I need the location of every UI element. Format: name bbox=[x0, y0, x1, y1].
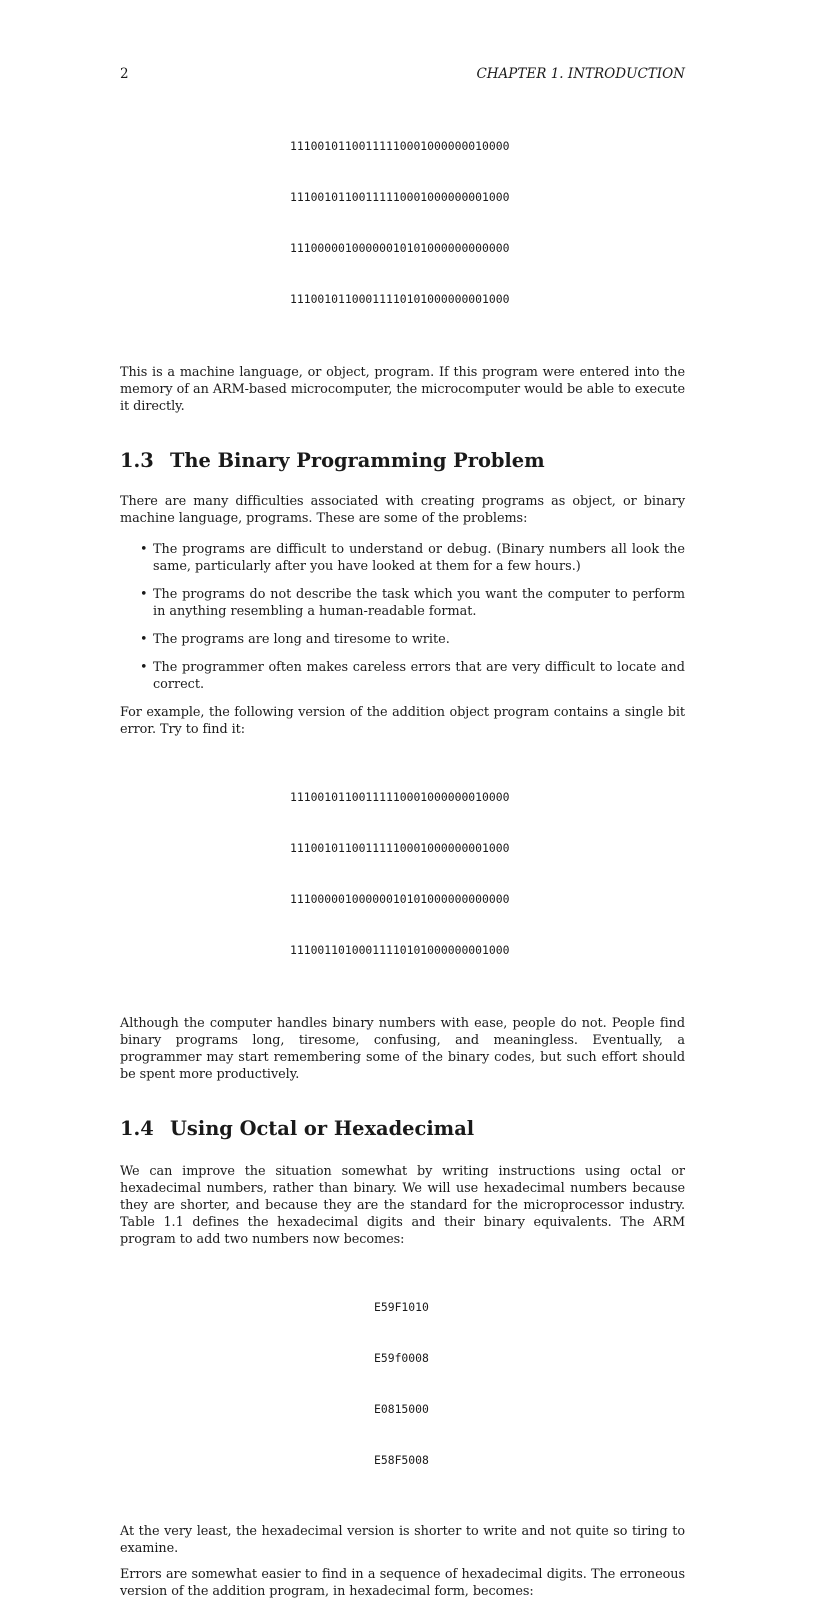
bullet-icon: • bbox=[140, 660, 148, 675]
list-item-text: The programs are long and tiresome to write. bbox=[153, 632, 450, 647]
code-line: 11100101100011110101000000001000 bbox=[290, 292, 510, 306]
code-line: E0815000 bbox=[374, 1402, 429, 1416]
paragraph-difficulties: There are many difficulties associated with creating programs as object, or binary machine language, programs. These are some of the problems: bbox=[120, 494, 685, 526]
list-item bbox=[120, 631, 685, 648]
list-item bbox=[120, 586, 685, 620]
running-header bbox=[120, 64, 685, 84]
section-number: 1.3 bbox=[120, 449, 154, 472]
code-line: 11100101100111110001000000010000 bbox=[290, 790, 510, 804]
code-line: 11100101100111110001000000010000 bbox=[290, 139, 510, 153]
erroneous-binary-listing bbox=[290, 755, 685, 993]
paragraph-errors: Errors are somewhat easier to find in a sequence of hexadecimal digits. The erroneous version of the addition program, in hexadecimal form, becomes: bbox=[120, 1567, 685, 1599]
bullet-icon: • bbox=[140, 632, 148, 647]
hex-program-listing bbox=[374, 1265, 685, 1503]
chapter-title: CHAPTER 1. INTRODUCTION bbox=[476, 66, 685, 82]
code-line: 11100110100011110101000000001000 bbox=[290, 943, 510, 957]
section-heading-1-4 bbox=[120, 1117, 685, 1141]
bullet-icon: • bbox=[140, 587, 148, 602]
paragraph-although: Although the computer handles binary numbers with ease, people do not. People find binary programs long, tiresome, confusing, and meaningless. Eventually, a programmer may start remembering some of the binary codes, but such effort should be spent more productively. bbox=[120, 1016, 685, 1082]
list-item-text: The programmer often makes careless errors that are very difficult to locate and correct. bbox=[153, 660, 685, 692]
paragraph-example: For example, the following version of the addition object program contains a single bit error. Try to find it: bbox=[120, 705, 685, 737]
code-line: 11100101100111110001000000001000 bbox=[290, 841, 510, 855]
paragraph-least: At the very least, the hexadecimal version is shorter to write and not quite so tiring to examine. bbox=[120, 1524, 685, 1556]
binary-program-listing bbox=[290, 104, 685, 342]
page-number: 2 bbox=[120, 66, 129, 82]
code-line: E58F5008 bbox=[374, 1453, 429, 1467]
code-line: 11100000100000010101000000000000 bbox=[290, 241, 510, 255]
list-item-text: The programs do not describe the task which you want the computer to perform in anything resembling a human-readable format. bbox=[153, 587, 685, 619]
code-line: 11100101100111110001000000001000 bbox=[290, 190, 510, 204]
code-line: E59F1010 bbox=[374, 1300, 429, 1314]
list-item bbox=[120, 541, 685, 575]
list-item bbox=[120, 659, 685, 693]
section-heading-1-3 bbox=[120, 449, 685, 473]
paragraph-machine-language: This is a machine language, or object, program. If this program were entered into the memory of an ARM-based microcomputer, the microcomputer would be able to execute it directly. bbox=[120, 365, 685, 414]
code-line: E59f0008 bbox=[374, 1351, 429, 1365]
section-number: 1.4 bbox=[120, 1117, 154, 1140]
code-line: 11100000100000010101000000000000 bbox=[290, 892, 510, 906]
paragraph-improve: We can improve the situation somewhat by writing instructions using octal or hexadecimal numbers, rather than binary. We will use hexadecimal numbers because they are shorter, and because they are the standard for the microprocessor industry. Table 1.1 defines the hexadecimal digits and their binary equivalents. The ARM program to add two numbers now becomes: bbox=[120, 1164, 685, 1247]
section-title: The Binary Programming Problem bbox=[170, 449, 545, 472]
section-title: Using Octal or Hexadecimal bbox=[170, 1117, 475, 1140]
problem-list bbox=[120, 541, 685, 693]
bullet-icon: • bbox=[140, 542, 148, 557]
page bbox=[120, 64, 685, 1600]
list-item-text: The programs are difficult to understand or debug. (Binary numbers all look the same, particularly after you have looked at them for a few hours.) bbox=[153, 542, 685, 574]
